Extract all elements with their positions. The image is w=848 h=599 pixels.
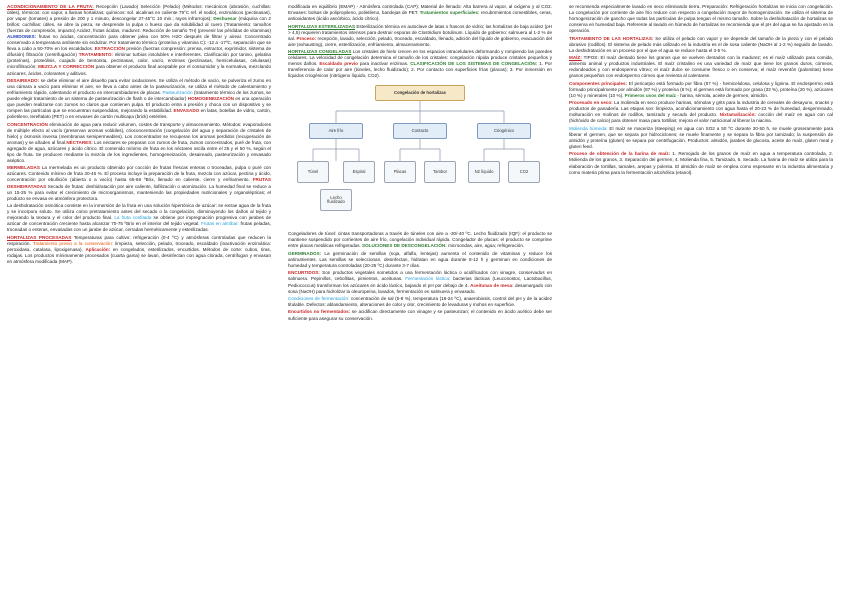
highlight-term: Pasteurización xyxy=(162,90,193,96)
body-text: se obtiene por impregnación progresiva con jarabes de azúcar de concentración creciente hasta alcanzar 70-75 ºBrix en el interior del tejido vegetal. xyxy=(7,215,271,227)
body-text: eliminar turbios insolubles e interferentes. Clarificación por tanino, gelatina (proteínas), proteólisis, cuajado de bentonita, pectinasas, calor, vacío, enzimas (pectinasas, hemicelulasas, celulasas) microfiltración; xyxy=(7,52,271,70)
highlight-term: MERMELADAS xyxy=(7,165,40,171)
highlight-term: Frutas en almíbar: xyxy=(201,221,239,227)
diagram-leaf-node: Tambor xyxy=(424,161,456,183)
body-text: presión (fuerzas compresión: prensa, extractor, exprimidor, sistema de difusión) filtración (centrifugación) xyxy=(7,46,271,58)
diagram-leaf-node: Placas xyxy=(384,161,416,183)
paragraph xyxy=(569,81,833,99)
highlight-term: TRATAMIENTO DE LAS HORTALIZAS: xyxy=(569,35,654,41)
highlight-term: GERMINADOS: xyxy=(288,250,322,256)
freezing-systems-diagram xyxy=(295,81,545,227)
highlight-term: TRATAMIENTO: xyxy=(78,52,113,58)
highlight-term: Deshuesar xyxy=(213,16,237,22)
body-text: para obtener el producto final aceptable por el consumidor y la normativa, mezclando azúcares, ácidos, colorantes y aditivos. xyxy=(7,64,271,76)
body-text: Temperaturas para cultivo: refrigeración (0-4 ºC) y atmósferas controladas que reducen la respiración. xyxy=(7,234,271,246)
paragraph xyxy=(288,309,552,321)
diagram-node-air: Aire frío xyxy=(309,123,363,139)
body-text: concentración de sal (5-8 %), temperatura (18-24 ºC), anaerobiosis, control del pH y de la acidez titulable. Defectos: ablandamiento, alteraciones de color y olor, crecimiento de levaduras y mohos en superficie. xyxy=(288,295,552,308)
body-text: microondas, aire, agua; refrigeración. xyxy=(446,243,525,249)
section-heading: HORTALIZAS CONGELADAS xyxy=(288,49,352,55)
paragraph xyxy=(569,126,833,150)
body-text: 1. Remojado de los granos de maíz en agua a temperatura controlada, 2. Molienda de los granos, 3. Separación del germen, 4. Molienda fina, 5. Tamizado, 6. Secado. La harina de maíz se utiliza para la elaboración de tortillas, tamales, arepas y polenta. El almidón de maíz se emplea como espesante en la industria alimentaria y como materia prima para la fermentación alcohólica (etanol). xyxy=(569,151,833,175)
paragraph xyxy=(288,251,552,269)
body-text: limpieza, selección, pelado, troceado, escaldado (inactivación enzimática: peroxidasa, catalasa, lipoxigenasa). xyxy=(7,240,271,252)
text-column-1 xyxy=(7,4,271,594)
body-text: (máquina con 2 brillos: cuchillas: útiles, se abre la pieza, se desprende la pulpa o hueso que da solubilidad al cuero (Tratamiento: tamaños (fuerzas de compresión, impacto) Acidez, frutas ácidas, madurez. Reducción de tamaño TH) (prevenir las pérdidas de vitaminas) xyxy=(7,16,271,34)
diagram-leaf-node: Túnel xyxy=(297,161,329,183)
highlight-term: ENVASADO xyxy=(173,108,200,114)
body-text: La deshidratación osmótica consiste en la inmersión de la fruta en una solución hipertónica de azúcar: se extrae agua de la fruta y se incorpora soluto. Se utiliza como pretratamiento antes del secado o la congelación, disminuyendo los daños al tejido y mejorando la textura y el color del producto final. xyxy=(7,203,271,221)
highlight-term: Componentes principales: xyxy=(569,80,628,86)
body-text: frutas peladas, troceadas o enteras, envasadas con un jarabe de azúcar, cerradas herméticamente y esterilizadas. xyxy=(7,221,271,233)
paragraph xyxy=(569,36,833,54)
section-heading: ACONDICIONAMIENTO DE LA FRUTA: xyxy=(7,4,94,9)
paragraph xyxy=(7,122,271,164)
highlight-term: Encurtidos no fermentados: xyxy=(288,309,351,315)
paragraph xyxy=(7,203,271,233)
body-text: Los cristales de hielo crecen en los espacios intracelulares deformando y rompiendo las paredes celulares. La velocidad de congelación determina el tamaño de los cristales: congelación rápida produce cristales pequeños y menos daños. xyxy=(288,49,552,67)
highlight-term: FRUTAS DESHIDRATADAS xyxy=(7,177,271,189)
body-text: - harina, sémola, aceite de germen, almidón. xyxy=(675,92,769,98)
diagram-leaf-node: N2 líquido xyxy=(468,161,500,183)
body-text: Se utiliza el pelado con vapor y se depende del tamaño de la pieza y con el pelado abrasivo (rodillos). El sistema de pelado más utilizado en la industria es el de sosa caliente (NaOH al 1-2 %) seguido de lavado. La deshidratación es un proceso por el que el agua se reduce hasta el 3-5 %. xyxy=(569,35,833,53)
body-text: es una operación que pueden realizarse con zumos no claros que contienen pulpa. El producto entra a presión y choca con un dispositivo y se rompen las partículas que se encuentran suspendidas, mejorando la estabilidad. xyxy=(7,96,271,114)
section-heading: HORTALIZAS PROCESADAS xyxy=(7,234,72,240)
highlight-term: ENCURTIDOS: xyxy=(288,270,320,276)
highlight-term: DESAIREADO: xyxy=(7,77,40,83)
highlight-term: Tratamientos superficiales: xyxy=(419,10,480,16)
highlight-term: Procesado en seco: xyxy=(569,100,613,106)
highlight-term: SOLUCIONES DE DESCONGELACIÓN: xyxy=(362,243,447,249)
paragraph xyxy=(288,296,552,308)
highlight-term: Fermentación láctica: xyxy=(405,276,451,282)
body-text: Recepción (Lavado) Selección (Pelado) (Métodos: mecánicos (abrasión, cuchillas: útiles), térmicos: con vapor, a llamas hortalizas; químicos: sol. alcalinas en caliente 79°C ref. el sodio), enzimáticos (pectinasas), por vapor (tomates) a presión de 200 y 1 minuto, descongelar 37-45°C 10 min.; rayos infrarrojos); xyxy=(7,4,271,22)
body-text: La mermelada es un producto obtenido por cocción de frutas frescas enteras o troceadas, pulpa o puré con azúcares. Contenido mínimo de fruta 30-45 %. El proceso incluye la preparación de la fruta, mezcla con azúcar, pectina y ácido, concentración por ebullición (abierta o a vacío) hasta 65-68 ºBrix, llenado en caliente, cierre y enfriamiento. xyxy=(7,165,271,183)
paragraph xyxy=(569,151,833,175)
body-text: en latas, botellas de vidrio, cartón, polietileno, tereftalato (PET) o en envases de cartón multicapa (brick) estériles. xyxy=(7,108,271,120)
highlight-term: CLASIFICACIÓN DE LOS SISTEMAS DE CONGELACIÓN: xyxy=(410,61,538,67)
highlight-term: Molienda húmeda: xyxy=(569,125,608,131)
text-column-2 xyxy=(288,4,552,594)
highlight-term: Condiciones de fermentación: xyxy=(288,295,350,301)
highlight-term: Proceso de obtención de la harina de maíz: xyxy=(569,151,671,157)
paragraph xyxy=(7,235,271,265)
body-text: se debe eliminar el aire disuelto para evitar oxidaciones. Se utiliza el método de vacío, se pulveriza el zumo en una cámara a vacío para eliminar el aire, se lleva a cabo antes de la pasteurización, se utiliza el método de calentamiento y enfriamiento rápido, calentando el producto en intercambiadores de placas. xyxy=(7,77,271,96)
highlight-term: Proceso: xyxy=(296,35,317,41)
diagram-leaf-node: Espiral xyxy=(343,161,375,183)
body-text: frutas no ácidas, concentración para obtener jalea con 50% H2O después de filtrar y airear. Concentrado conservado a temperatura ambiente sin endulzar. Por tratamiento térmico (proteína y vitamina C): -12 a -17ºC, separación que se lleva a cabo a 50-70% en los escaldados. xyxy=(7,34,271,52)
highlight-term: Aplicación: xyxy=(85,246,111,252)
body-text: para inactivar enzimas. xyxy=(358,61,411,67)
body-text: recepción, lavado, selección, pelado, troceado, escaldado, llenado, adición del líquido de gobierno, evacuación del aire (exhausting), cierre, esterilización, enfriamiento, almacenamiento. xyxy=(288,35,552,47)
section-heading: HORTALIZAS ESTERILIZADAS xyxy=(288,23,356,29)
body-text: cocción del maíz en agua con cal (hidróxido de calcio) para obtener masa para tortillas; mejora el valor nutricional al liberar la niacina. xyxy=(569,112,833,124)
body-text: Esterilización térmica en autoclave de latas o frascos de vidrio; las hortalizas de baja acidez (pH > 4,5) requieren tratamientos intensos para destruir esporas de Clostridium botulinum. Líquido de gobierno: salmuera al 1-2 % de sal. xyxy=(288,23,552,41)
paragraph xyxy=(288,270,552,294)
paragraph xyxy=(288,4,552,22)
body-text: se recomienda especialmente lavado en seco eliminando tierra. Preparación: Refrigeración hortalizas se inicia con congelación. La congelación por corriente de aire frío reduce con respecto a congelación mayor de homogenización. Se utiliza el sistema de hornogenización de gancho que todas las partículas de pulpa tengan el mismo tamaño. Sobre la deshidratación de hortalizas se conserva en humedad baja. Referente al lavado en húmedo de hortalizas se recomienda que el pH del agua se ha ajustado en la operación. xyxy=(569,4,833,34)
body-text: se acidifican directamente con vinagre y se pasteurizan; el contenido en ácido acético debe ser suficiente para asegurar su conservación. xyxy=(288,309,552,321)
body-text: TIPOS: El maíz dentado tiene los granos que se vuelven dentados con la madurez; es el maíz utilizado para comida, alimento animal y productos industriales. El maíz cristalino es una variedad de maíz que tiene los granos duros, córneos, redondeados y con endospermo vítreo; el maíz dulce se consume fresco o en conserva; el maíz reventón (palomitas) tiene granos pequeños con endospermo córneo que revienta al calentarse. xyxy=(569,55,833,79)
body-text: La germinación de semillas (soja, alfalfa, lentejas) aumenta el contenido de vitaminas y reduce los antinutrientes. Las semillas se seleccionan, desinfectan, hidratan en agua durante 8-12 h y germinan en condiciones de humedad y temperatura controladas (20-25 ºC) durante 3-7 días. xyxy=(288,250,552,268)
body-text: (tratamiento térmico de los zumos, se puede elegir tratamiento de un sistema de pasteurización de flash o de intercambiador) xyxy=(7,90,271,102)
paragraph xyxy=(569,55,833,79)
paragraph xyxy=(569,100,833,124)
highlight-term: HOMOGENEIZACIÓN xyxy=(187,96,234,102)
body-text: recubrimientos comestibles, ceras, antioxidantes (ácido ascórbico, ácido cítrico). xyxy=(288,10,552,22)
paragraph xyxy=(7,78,271,120)
paragraph xyxy=(7,165,271,201)
paragraph xyxy=(288,231,552,249)
paragraph xyxy=(7,4,271,77)
diagram-root-node: Congelación de hortalizas xyxy=(375,85,465,101)
highlight-term: Primeros usos del maíz xyxy=(624,92,676,98)
section-heading: MAÍZ: xyxy=(569,55,582,61)
diagram-leaf-node: Lecho fluidizado xyxy=(320,189,352,211)
highlight-term: Aceitunas de mesa: xyxy=(470,282,514,288)
diagram-node-cryogenic: Criogénico xyxy=(477,123,531,139)
highlight-term: EXTRACCIÓN xyxy=(94,46,125,52)
body-text: Secado de frutas: deshidratación por aire caliente, liofilización o atomización. La humedad final se reduce a un 15-25 % para evitar el crecimiento de microorganismos, manteniendo las propiedades nutricionales y organolépticas; el producto se envasa en atmósfera protectora. xyxy=(7,183,271,201)
text-column-3 xyxy=(569,4,833,594)
highlight-term: Escaldado previo xyxy=(319,61,358,67)
paragraph xyxy=(288,49,552,79)
body-text: El maíz se maceriza (steeping) en agua con SO2 a 50 ºC durante 30-50 h, se muele groseramente para liberar el germen, que se separa por hidrociclones; se muele finamente y se separa la fibra por tamizado; la suspensión de almidón y proteína (gluten) se separa por centrifugación. Productos: almidón, jarabes de glucosa, aceite de maíz, gluten meal y gluten feed. xyxy=(569,125,833,149)
highlight-term: Nixtamalización: xyxy=(719,112,756,118)
diagram-leaf-node: CO2 xyxy=(508,161,540,183)
highlight-term: La fruta confitada xyxy=(114,215,152,221)
body-text: 1. Por transferencia de calor por aire (túneles, lecho fluidizado); 2. Por contacto con superficies frías (placas); 3. Por inmersión en líquidos criogénicos (nitrógeno líquido, CO2). xyxy=(288,61,552,79)
paragraph xyxy=(288,24,552,48)
body-text: bacterias lácticas (Leuconostoc, Lactobacillus, Pediococcus) transforman los azúcares en ácido láctico, bajando el pH por debajo de 4. xyxy=(288,276,552,288)
highlight-term: Tratamiento previo a la conservación: xyxy=(32,240,114,246)
body-text: modificada en equilibrio (EMAP) - Atmósfera controlada (CAP); Material de llenado: Alta barrera al vapor, al oxígeno y al CO2. Envases: bolsas de polipropileno, polietileno, bandejas de PET. xyxy=(288,4,552,16)
body-text: El pericarpio está formado por fibra (87 %) - hemicelulosa, celulosa y lignina. El endospermo está formado principalmente por almidón (87 %) y proteína (8 %); el germen está formado por grasa (33 %), proteína (20 %), azúcares (10 %) y minerales (10 %). xyxy=(569,80,833,98)
highlight-term: CONCENTRACIÓN xyxy=(7,121,48,127)
body-text: Los néctares se preparan con zumos de fruta, zumos concentrados, puré de fruta, con agregado de agua, azúcares y ácido cítrico. El contenido mínimo de fruta en los néctares oscila entre el 25 y el 50 %, según el tipo de fruta. Se producen mediante la mezcla de los ingredientes, homogeneización, desaireado, pasteurización y envasado aséptico. xyxy=(7,139,271,163)
body-text: La molienda en seco produce harinas, sémolas y grits para la industria de cereales de desayuno, snacks y productos de panadería. Las etapas son: limpieza, acondicionamiento con agua hasta el 20-22 % de humedad, desgerminado, molturación en molinos de rodillos, tamizado y secado del producto. xyxy=(569,100,833,118)
body-text: Congeladores de túnel: cintas transportadoras a través de túneles con aire a -30/-40 ºC. Lecho fluidizado (IQF): el producto se mantiene suspendido por corrientes de aire frío, congelación individual rápida. Congelador de placas: el producto se comprime entre placas metálicas refrigeradas. xyxy=(288,231,552,249)
paragraph xyxy=(569,4,833,34)
highlight-term: MEZCLA Y CORRECCIÓN xyxy=(38,64,95,70)
body-text: en congelados, esterilizados, encurtidos. Métodos de corte: cubos, tiras, rodajas. Los productos mínimamente procesados (cuarta gama) se lavan, desinfectan con agua clorada, centrifugan y envasan en atmósfera modificada (MAP). xyxy=(7,246,271,264)
highlight-term: ALMIDONES: xyxy=(7,34,37,40)
body-text: desamargado con sosa (NaOH) para hidrolizar la oleuropeína, lavados, fermentación en salmuera y envasado. xyxy=(288,282,552,294)
highlight-term: NÉCTARES: xyxy=(66,139,93,145)
diagram-node-contact: Contacto xyxy=(393,123,447,139)
body-text: eliminación de agua para reducir volumen, costes de transporte y almacenamiento. Métodos: evaporadores de múltiple efecto al vacío (preservan aromas volátiles), crioconcentración (congelación del agua y separación de cristales de hielo) y ósmosis inversa (membranas semipermeables). Los concentrados se recuperan los aromas perdidos (recuperación de aromas) y se añaden al final. xyxy=(7,121,271,145)
body-text: Son productos vegetales sometidos a una fermentación láctica o acidificados con vinagre, conservados en salmuera. Pepinillos, cebollitas, pimientos, aceitunas. xyxy=(288,270,552,282)
